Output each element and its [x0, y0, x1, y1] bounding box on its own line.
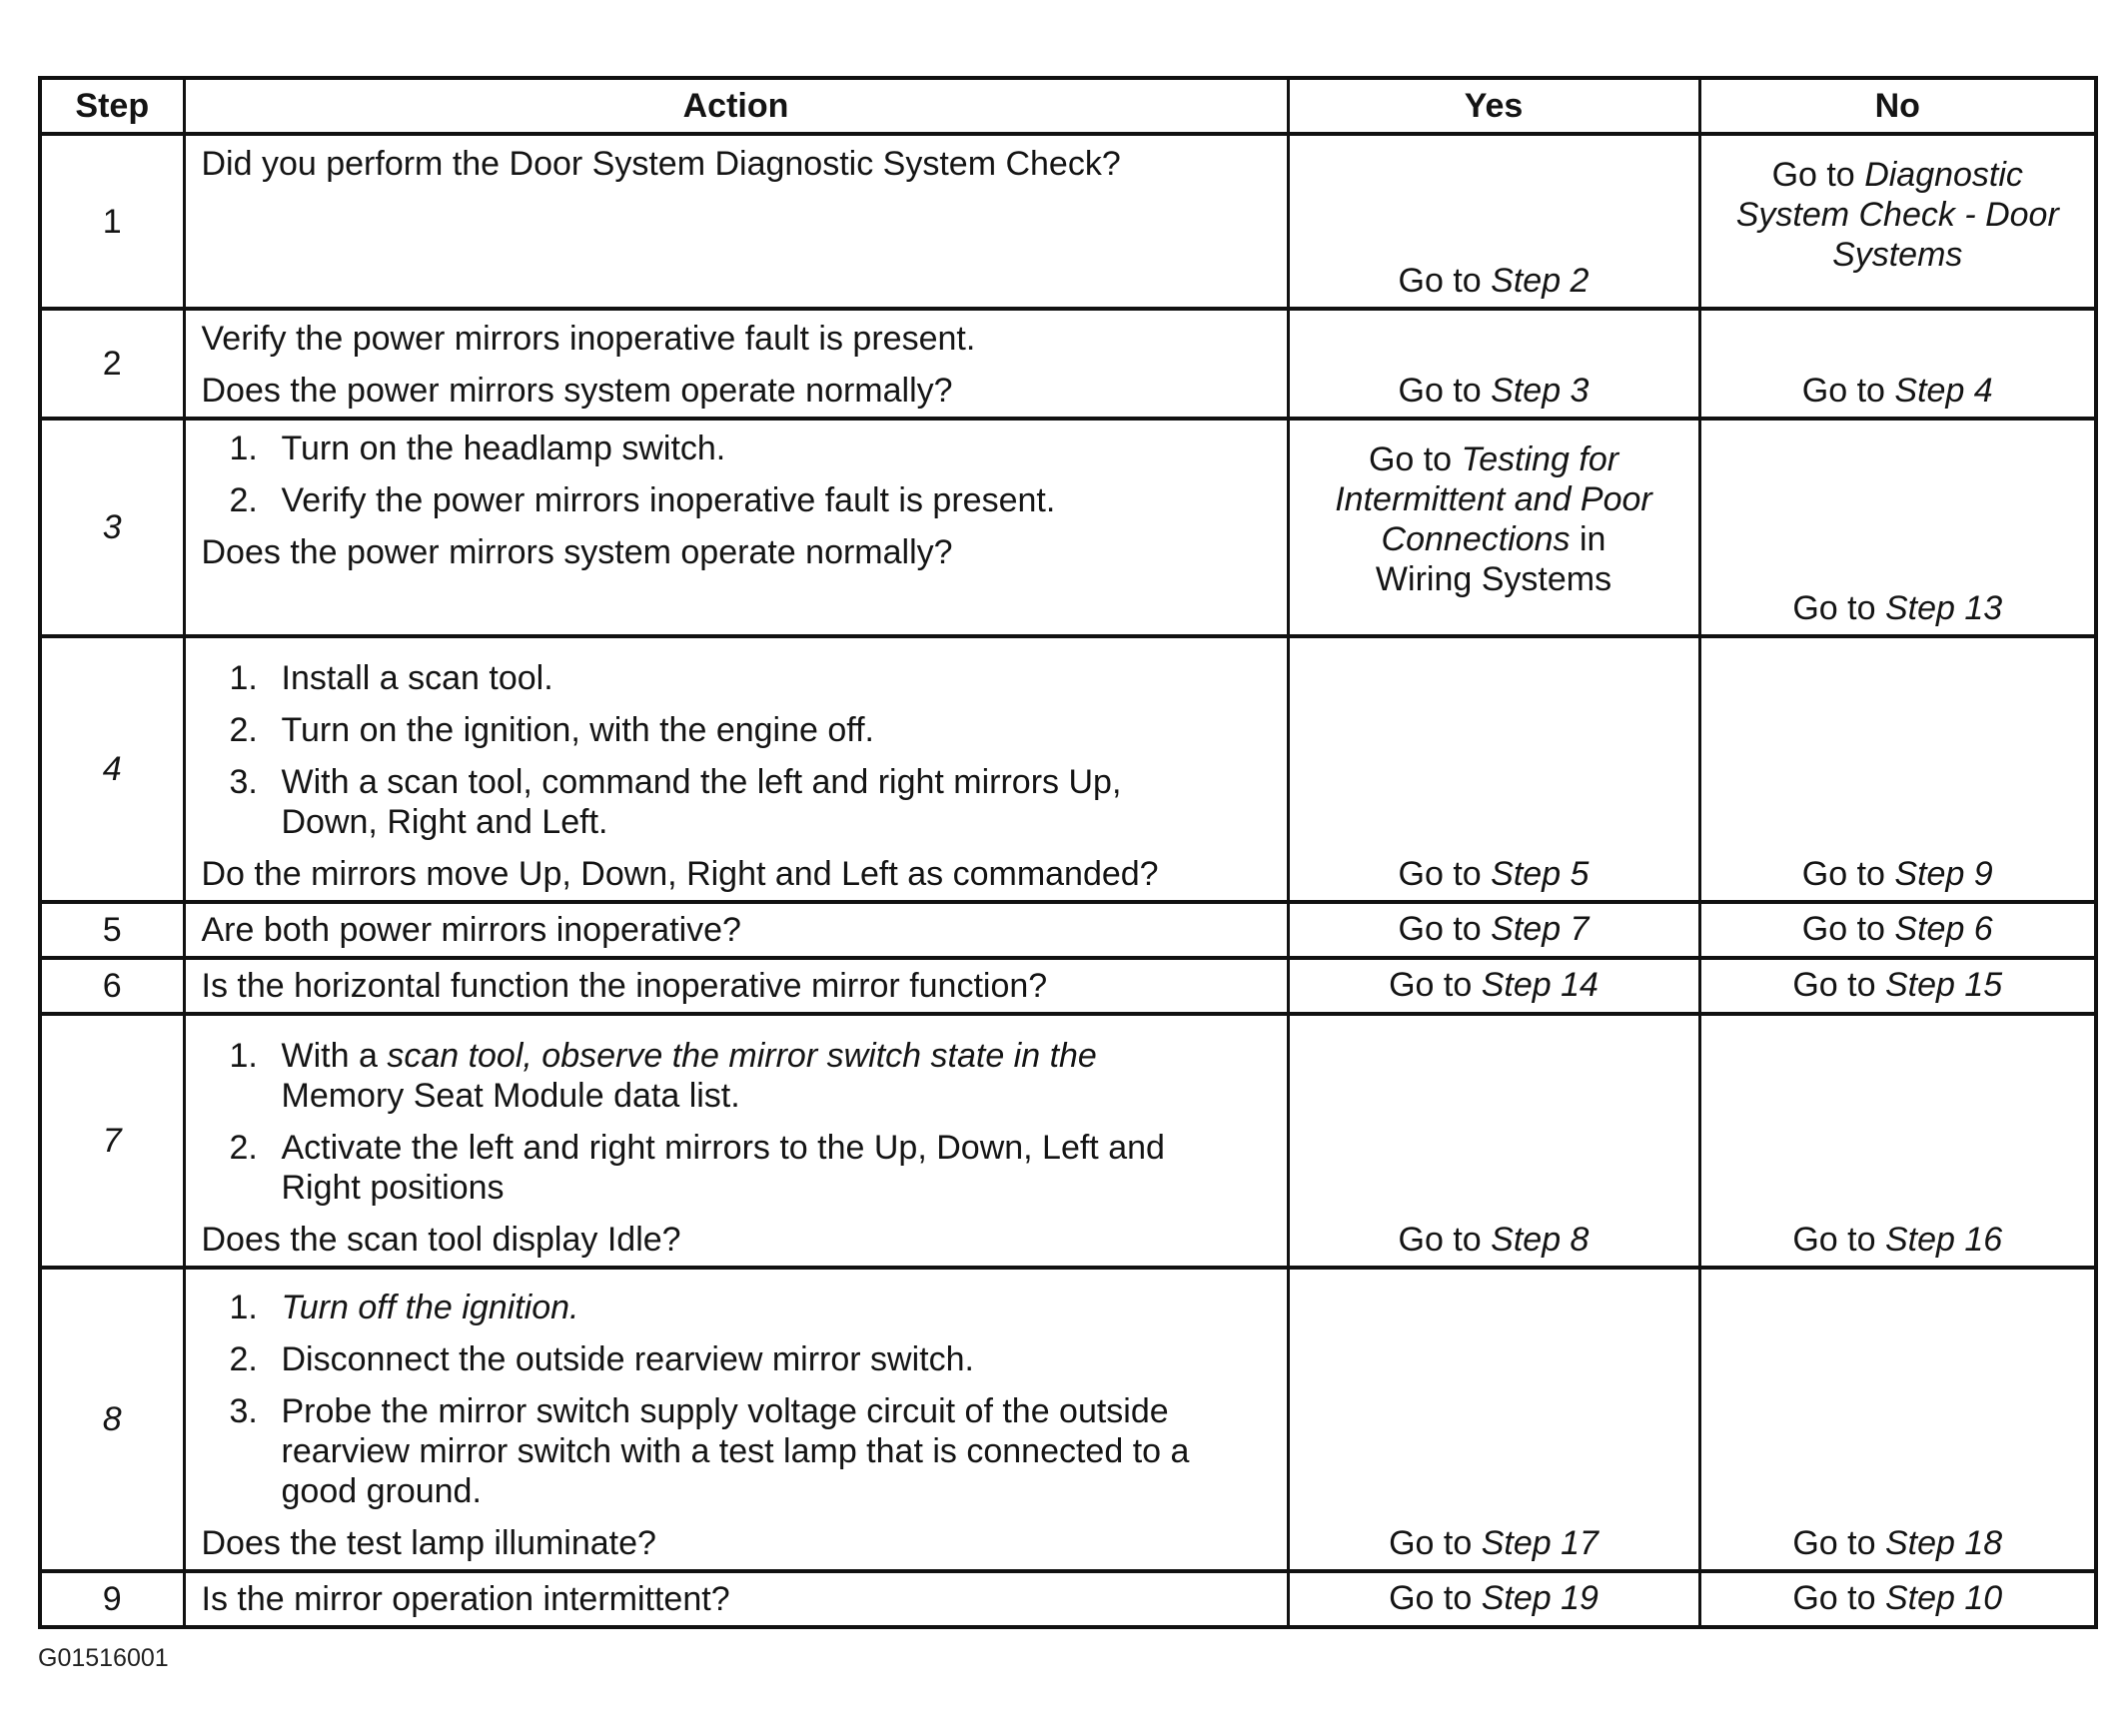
step-number: 4	[40, 636, 184, 902]
action-cell	[184, 958, 1288, 1014]
yes-cell	[1288, 902, 1699, 958]
yes-cell	[1288, 958, 1699, 1014]
item-text: Turn off the ignition.	[281, 1289, 579, 1326]
item-text: Activate the left and right mirrors to the Up, Down, Left and	[281, 1129, 1165, 1167]
action-question: Does the test lamp illuminate?	[201, 1524, 656, 1562]
yes-prefix: Go to	[1389, 1524, 1473, 1562]
yes-target: Step 5	[1491, 855, 1590, 893]
list-item	[229, 1288, 1273, 1327]
step-number: 5	[40, 902, 184, 958]
no-cell	[1699, 902, 2096, 958]
yes-cell	[1288, 1571, 1699, 1627]
action-steps	[202, 1036, 1273, 1208]
item-text: Verify the power mirrors inoperative fault is present.	[281, 481, 1056, 519]
item-number: 1.	[229, 1289, 258, 1326]
yes-target: Step 3	[1491, 372, 1590, 410]
action-cell	[184, 1268, 1288, 1571]
no-cell	[1699, 1571, 2096, 1627]
yes-cell	[1288, 636, 1699, 902]
item-text: Disconnect the outside rearview mirror switch.	[281, 1340, 974, 1378]
item-text: With a	[281, 1037, 378, 1075]
no-prefix: Go to	[1792, 1221, 1876, 1259]
list-item	[229, 762, 1273, 842]
item-number: 2.	[229, 1340, 258, 1378]
action-cell	[184, 1571, 1288, 1627]
header-row	[40, 78, 2096, 134]
table-row	[40, 1571, 2096, 1627]
item-number: 1.	[229, 430, 258, 467]
no-prefix: Go to	[1792, 966, 1876, 1004]
yes-target-line2: Intermittent and Poor	[1335, 480, 1652, 518]
item-number: 2.	[229, 481, 258, 519]
no-cell	[1699, 1268, 2096, 1571]
table-row	[40, 309, 2096, 419]
list-item	[229, 1391, 1273, 1511]
no-prefix: Go to	[1801, 855, 1885, 893]
yes-prefix: Go to	[1389, 966, 1473, 1004]
yes-cell	[1288, 134, 1699, 309]
action-cell	[184, 309, 1288, 419]
table-row	[40, 636, 2096, 902]
no-prefix: Go to	[1801, 372, 1885, 410]
action-cell	[184, 419, 1288, 636]
no-cell	[1699, 134, 2096, 309]
step-number: 3	[40, 419, 184, 636]
step-number: 9	[40, 1571, 184, 1627]
list-item	[229, 658, 1273, 698]
list-item	[229, 1339, 1273, 1379]
no-prefix: Go to	[1792, 1579, 1876, 1617]
no-cell	[1699, 1014, 2096, 1268]
no-target: Step 6	[1894, 910, 1993, 948]
no-cell	[1699, 309, 2096, 419]
item-number: 3.	[229, 1392, 258, 1430]
yes-target: Step 14	[1481, 966, 1598, 1004]
action-question: Does the power mirrors system operate normally?	[201, 372, 953, 410]
diagnostic-table	[38, 76, 2098, 1629]
header-action: Action	[184, 78, 1288, 134]
yes-prefix: Go to	[1368, 440, 1453, 478]
item-text: Install a scan tool.	[281, 659, 553, 697]
item-text: Probe the mirror switch supply voltage circuit of the outside	[281, 1392, 1169, 1430]
action-lead: Verify the power mirrors inoperative fault is present.	[201, 320, 976, 358]
action-cell	[184, 1014, 1288, 1268]
yes-prefix: Go to	[1398, 910, 1482, 948]
action-cell	[184, 134, 1288, 309]
yes-target: Step 2	[1491, 262, 1590, 300]
item-number: 2.	[229, 1129, 258, 1167]
no-cell	[1699, 636, 2096, 902]
yes-target: Step 7	[1491, 910, 1590, 948]
item-text-emphasis: scan tool, observe the mirror switch state in the	[387, 1037, 1097, 1075]
no-target-line3: Systems	[1832, 235, 1963, 274]
item-text-line3: good ground.	[281, 1472, 482, 1510]
action-question: Did you perform the Door System Diagnostic System Check?	[201, 145, 1121, 183]
list-item	[229, 480, 1273, 520]
no-target: Step 16	[1884, 1221, 2003, 1259]
no-prefix: Go to	[1801, 910, 1885, 948]
item-text-line2: Down, Right and Left.	[281, 803, 608, 841]
step-number: 2	[40, 309, 184, 419]
list-item	[229, 1036, 1273, 1116]
yes-prefix: Go to	[1398, 262, 1482, 300]
list-item	[229, 429, 1273, 468]
yes-cell	[1288, 1268, 1699, 1571]
action-steps	[202, 658, 1273, 842]
step-number: 6	[40, 958, 184, 1014]
figure-code: G01516001	[38, 1644, 169, 1672]
yes-target: Step 8	[1491, 1221, 1590, 1259]
yes-target-line3: Connections	[1381, 520, 1571, 558]
table-row	[40, 134, 2096, 309]
yes-target: Step 19	[1481, 1579, 1598, 1617]
no-prefix: Go to	[1792, 589, 1876, 627]
item-number: 3.	[229, 763, 258, 801]
no-prefix: Go to	[1792, 1524, 1876, 1562]
yes-suffix: in	[1580, 520, 1606, 558]
yes-target: Step 17	[1481, 1524, 1598, 1562]
step-number: 1	[40, 134, 184, 309]
table-row	[40, 958, 2096, 1014]
no-target: Step 13	[1884, 589, 2003, 627]
action-question: Is the mirror operation intermittent?	[201, 1580, 730, 1618]
yes-target: Testing for	[1461, 440, 1619, 478]
no-target: Diagnostic	[1864, 155, 2023, 194]
no-cell	[1699, 419, 2096, 636]
action-cell	[184, 902, 1288, 958]
action-steps	[202, 429, 1273, 520]
action-steps	[202, 1288, 1273, 1511]
action-cell	[184, 636, 1288, 902]
table-row	[40, 902, 2096, 958]
list-item	[229, 1128, 1273, 1208]
item-number: 2.	[229, 711, 258, 749]
table-row	[40, 1014, 2096, 1268]
header-step: Step	[40, 78, 184, 134]
header-yes: Yes	[1288, 78, 1699, 134]
yes-prefix: Go to	[1398, 855, 1482, 893]
item-text-line2: Memory Seat Module data list.	[281, 1077, 740, 1115]
no-prefix: Go to	[1771, 155, 1855, 194]
item-number: 1.	[229, 659, 258, 697]
action-question: Is the horizontal function the inoperative mirror function?	[201, 967, 1048, 1005]
no-target-line2: System Check - Door	[1735, 195, 2059, 234]
list-item	[229, 710, 1273, 750]
item-text: With a scan tool, command the left and right mirrors Up,	[281, 763, 1122, 801]
action-question: Are both power mirrors inoperative?	[201, 911, 741, 949]
no-target: Step 18	[1884, 1524, 2003, 1562]
yes-target-line4: Wiring Systems	[1375, 560, 1612, 598]
step-number: 7	[40, 1014, 184, 1268]
yes-cell	[1288, 1014, 1699, 1268]
action-question: Do the mirrors move Up, Down, Right and Left as commanded?	[201, 855, 1159, 893]
yes-prefix: Go to	[1398, 1221, 1482, 1259]
item-text: Turn on the ignition, with the engine off.	[281, 711, 875, 749]
yes-prefix: Go to	[1389, 1579, 1473, 1617]
yes-cell	[1288, 419, 1699, 636]
action-question: Does the scan tool display Idle?	[201, 1221, 681, 1259]
item-text-line2: rearview mirror switch with a test lamp that is connected to a	[281, 1432, 1190, 1470]
item-text-line2: Right positions	[281, 1169, 505, 1207]
header-no: No	[1699, 78, 2096, 134]
step-number: 8	[40, 1268, 184, 1571]
action-question: Does the power mirrors system operate normally?	[201, 533, 953, 571]
no-target: Step 10	[1884, 1579, 2003, 1617]
no-target: Step 9	[1894, 855, 1993, 893]
yes-cell	[1288, 309, 1699, 419]
no-target: Step 4	[1894, 372, 1993, 410]
table-row	[40, 419, 2096, 636]
table-row	[40, 1268, 2096, 1571]
no-target: Step 15	[1884, 966, 2003, 1004]
yes-prefix: Go to	[1398, 372, 1482, 410]
no-cell	[1699, 958, 2096, 1014]
item-number: 1.	[229, 1037, 258, 1075]
item-text: Turn on the headlamp switch.	[281, 430, 726, 467]
